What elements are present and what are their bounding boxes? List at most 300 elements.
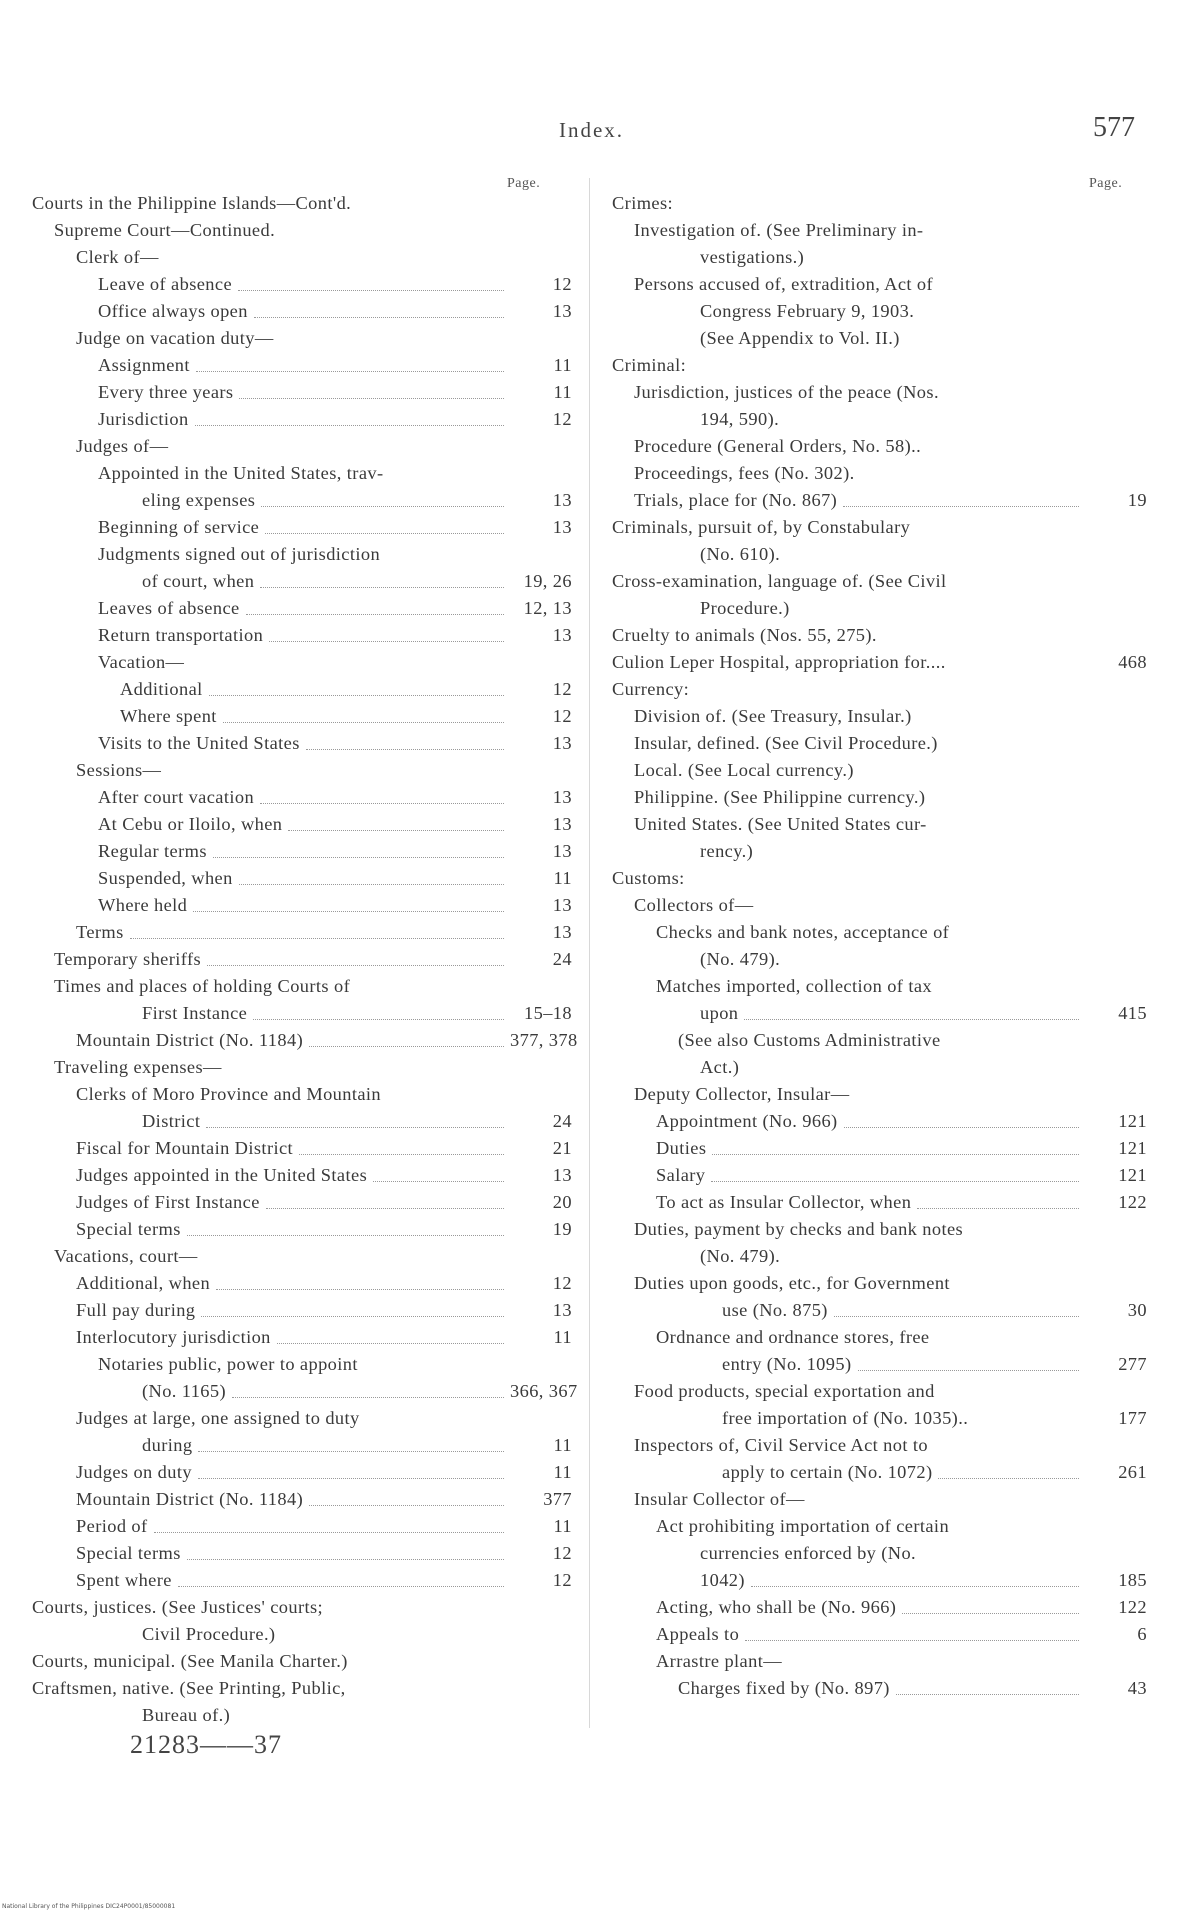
entry-text: Duties, payment by checks and bank notes bbox=[634, 1219, 964, 1239]
index-entry bbox=[32, 1648, 572, 1675]
index-entry bbox=[612, 1675, 1147, 1702]
index-entry bbox=[32, 1108, 572, 1135]
footer-note: National Library of the Philippines DIC24P0001/85000081 bbox=[2, 1903, 176, 1910]
index-entry bbox=[32, 1270, 572, 1297]
entry-text: Judges at large, one assigned to duty bbox=[76, 1408, 360, 1428]
dot-leader bbox=[902, 1613, 1079, 1614]
entry-page-ref: 24 bbox=[552, 949, 572, 969]
entry-text: Sessions— bbox=[76, 760, 162, 780]
entry-page-ref: 43 bbox=[1127, 1678, 1147, 1698]
entry-text: Duties bbox=[656, 1138, 707, 1158]
index-entry bbox=[32, 838, 572, 865]
entry-text: eling expenses bbox=[142, 490, 256, 510]
entry-page-ref: 13 bbox=[552, 301, 572, 321]
entry-text: Appointment (No. 966) bbox=[656, 1111, 838, 1131]
index-entry bbox=[32, 919, 572, 946]
dot-leader bbox=[309, 1046, 504, 1047]
index-entry bbox=[612, 757, 1147, 784]
index-entry bbox=[32, 973, 572, 1000]
entry-text: Temporary sheriffs bbox=[54, 949, 202, 969]
entry-page-ref: 13 bbox=[552, 1300, 572, 1320]
dot-leader bbox=[260, 587, 504, 588]
index-entry bbox=[32, 1162, 572, 1189]
index-entry bbox=[32, 784, 572, 811]
entry-text: Leaves of absence bbox=[98, 598, 240, 618]
dot-leader bbox=[288, 830, 504, 831]
dot-leader bbox=[858, 1370, 1080, 1371]
index-entry bbox=[32, 487, 572, 514]
index-entry bbox=[612, 622, 1147, 649]
entry-text: Civil Procedure.) bbox=[142, 1624, 276, 1644]
dot-leader bbox=[299, 1154, 504, 1155]
dot-leader bbox=[196, 371, 504, 372]
index-entry bbox=[32, 568, 572, 595]
entry-text: Bureau of.) bbox=[142, 1705, 231, 1725]
index-entry bbox=[612, 217, 1147, 244]
entry-text: Criminals, pursuit of, by Constabulary bbox=[612, 517, 911, 537]
entry-text: Times and places of holding Courts of bbox=[54, 976, 351, 996]
index-entry bbox=[32, 190, 572, 217]
entry-text: To act as Insular Collector, when bbox=[656, 1192, 912, 1212]
entry-text: Duties upon goods, etc., for Government bbox=[634, 1273, 950, 1293]
index-entry bbox=[612, 703, 1147, 730]
entry-text: Terms bbox=[76, 922, 124, 942]
dot-leader bbox=[193, 911, 504, 912]
index-entry bbox=[612, 649, 1147, 676]
index-entry bbox=[612, 1027, 1147, 1054]
entry-text: Interlocutory jurisdiction bbox=[76, 1327, 271, 1347]
entry-page-ref: 121 bbox=[1118, 1111, 1147, 1131]
index-entry bbox=[32, 811, 572, 838]
entry-text: Judges on duty bbox=[76, 1462, 192, 1482]
index-entry bbox=[612, 325, 1147, 352]
entry-page-ref: 12 bbox=[552, 1543, 572, 1563]
entry-text: Jurisdiction bbox=[98, 409, 189, 429]
entry-text: Cruelty to animals (Nos. 55, 275). bbox=[612, 625, 877, 645]
entry-text: Acting, who shall be (No. 966) bbox=[656, 1597, 897, 1617]
entry-text: Courts, municipal. (See Manila Charter.) bbox=[32, 1651, 348, 1671]
entry-page-ref: 121 bbox=[1118, 1165, 1147, 1185]
entry-text: Checks and bank notes, acceptance of bbox=[656, 922, 950, 942]
entry-text: Judges of— bbox=[76, 436, 169, 456]
entry-text: Clerk of— bbox=[76, 247, 159, 267]
entry-text: Local. (See Local currency.) bbox=[634, 760, 854, 780]
index-entry bbox=[32, 433, 572, 460]
index-entry bbox=[612, 1162, 1147, 1189]
index-entry bbox=[32, 298, 572, 325]
index-entry bbox=[612, 487, 1147, 514]
index-entry bbox=[32, 1135, 572, 1162]
index-entry bbox=[612, 1648, 1147, 1675]
entry-text: Inspectors of, Civil Service Act not to bbox=[634, 1435, 928, 1455]
dot-leader bbox=[207, 965, 504, 966]
index-entry bbox=[612, 1324, 1147, 1351]
entry-text: Special terms bbox=[76, 1543, 181, 1563]
index-entry bbox=[32, 892, 572, 919]
index-entry bbox=[32, 865, 572, 892]
entry-page-ref: 377, 378 bbox=[510, 1030, 578, 1050]
dot-leader bbox=[712, 1154, 1079, 1155]
running-title: Index. bbox=[558, 118, 625, 142]
dot-leader bbox=[201, 1316, 504, 1317]
dot-leader bbox=[195, 425, 504, 426]
entry-page-ref: 21 bbox=[552, 1138, 572, 1158]
entry-page-ref: 366, 367 bbox=[510, 1381, 578, 1401]
index-entry bbox=[612, 1216, 1147, 1243]
entry-page-ref: 30 bbox=[1127, 1300, 1147, 1320]
right-page-label: Page. bbox=[1089, 176, 1123, 191]
index-entry bbox=[32, 1216, 572, 1243]
index-entry bbox=[612, 568, 1147, 595]
entry-text: currencies enforced by (No. bbox=[700, 1543, 917, 1563]
index-entry bbox=[612, 1378, 1147, 1405]
entry-page-ref: 11 bbox=[553, 1327, 572, 1347]
entry-text: Leave of absence bbox=[98, 274, 233, 294]
entry-text: Crimes: bbox=[612, 193, 674, 213]
entry-text: Insular, defined. (See Civil Procedure.) bbox=[634, 733, 938, 753]
entry-text: United States. (See United States cur- bbox=[634, 814, 927, 834]
left-page-label: Page. bbox=[507, 176, 541, 191]
entry-text: during bbox=[142, 1435, 193, 1455]
dot-leader bbox=[744, 1019, 1079, 1020]
dot-leader bbox=[239, 884, 504, 885]
index-entry bbox=[612, 838, 1147, 865]
dot-leader bbox=[917, 1208, 1079, 1209]
dot-leader bbox=[223, 722, 504, 723]
entry-page-ref: 13 bbox=[552, 733, 572, 753]
entry-page-ref: 277 bbox=[1118, 1354, 1147, 1374]
entry-page-ref: 13 bbox=[552, 814, 572, 834]
entry-page-ref: 261 bbox=[1118, 1462, 1147, 1482]
entry-page-ref: 122 bbox=[1118, 1192, 1147, 1212]
entry-text: Act prohibiting importation of certain bbox=[656, 1516, 950, 1536]
dot-leader bbox=[187, 1235, 504, 1236]
index-entry bbox=[32, 1054, 572, 1081]
entry-text: Supreme Court—Continued. bbox=[54, 220, 276, 240]
entry-page-ref: 11 bbox=[553, 355, 572, 375]
index-entry bbox=[612, 1189, 1147, 1216]
entry-text: Craftsmen, native. (See Printing, Public, bbox=[32, 1678, 346, 1698]
index-entry bbox=[612, 1108, 1147, 1135]
dot-leader bbox=[178, 1586, 504, 1587]
entry-text: Traveling expenses— bbox=[54, 1057, 222, 1077]
entry-text: entry (No. 1095) bbox=[722, 1354, 852, 1374]
entry-text: Judge on vacation duty— bbox=[76, 328, 274, 348]
entry-page-ref: 13 bbox=[552, 922, 572, 942]
index-entry bbox=[612, 514, 1147, 541]
index-entry bbox=[32, 271, 572, 298]
index-entry bbox=[612, 433, 1147, 460]
left-entry-list bbox=[32, 190, 578, 1729]
index-entry bbox=[612, 1594, 1147, 1621]
dot-leader bbox=[198, 1451, 504, 1452]
index-entry bbox=[32, 1459, 572, 1486]
entry-text: (See also Customs Administrative bbox=[678, 1030, 941, 1050]
index-entry bbox=[612, 1540, 1147, 1567]
dot-leader bbox=[246, 614, 504, 615]
index-entry bbox=[612, 244, 1147, 271]
index-entry bbox=[612, 595, 1147, 622]
index-entry bbox=[32, 1675, 572, 1702]
index-entry bbox=[32, 1405, 572, 1432]
entry-text: Office always open bbox=[98, 301, 248, 321]
entry-page-ref: 11 bbox=[553, 868, 572, 888]
entry-page-ref: 11 bbox=[553, 1462, 572, 1482]
dot-leader bbox=[938, 1478, 1079, 1479]
dot-leader bbox=[232, 1397, 504, 1398]
entry-page-ref: 121 bbox=[1118, 1138, 1147, 1158]
index-entry bbox=[612, 352, 1147, 379]
entry-page-ref: 122 bbox=[1118, 1597, 1147, 1617]
entry-text: Customs: bbox=[612, 868, 685, 888]
entry-page-ref: 19 bbox=[552, 1219, 572, 1239]
index-entry bbox=[612, 892, 1147, 919]
entry-text: Congress February 9, 1903. bbox=[700, 301, 915, 321]
index-entry bbox=[612, 1513, 1147, 1540]
index-entry bbox=[612, 1351, 1147, 1378]
entry-text: use (No. 875) bbox=[722, 1300, 828, 1320]
entry-text: District bbox=[142, 1111, 201, 1131]
dot-leader bbox=[745, 1640, 1079, 1641]
entry-page-ref: 11 bbox=[553, 1516, 572, 1536]
entry-text: Fiscal for Mountain District bbox=[76, 1138, 294, 1158]
index-entry bbox=[32, 1567, 572, 1594]
entry-text: Appeals to bbox=[656, 1624, 740, 1644]
entry-text: Suspended, when bbox=[98, 868, 233, 888]
index-entry bbox=[612, 676, 1147, 703]
entry-page-ref: 24 bbox=[552, 1111, 572, 1131]
index-entry bbox=[612, 1621, 1147, 1648]
dot-leader bbox=[130, 938, 504, 939]
index-entry bbox=[612, 406, 1147, 433]
index-entry bbox=[32, 946, 572, 973]
index-entry bbox=[32, 676, 572, 703]
dot-leader bbox=[260, 803, 504, 804]
index-entry bbox=[32, 514, 572, 541]
entry-text: Beginning of service bbox=[98, 517, 260, 537]
entry-text: Currency: bbox=[612, 679, 690, 699]
dot-leader bbox=[238, 290, 504, 291]
entry-page-ref: 19 bbox=[1127, 490, 1147, 510]
index-entry bbox=[32, 1486, 572, 1513]
entry-text: Mountain District (No. 1184) bbox=[76, 1489, 304, 1509]
entry-text: Judgments signed out of jurisdiction bbox=[98, 544, 381, 564]
index-entry bbox=[32, 1621, 572, 1648]
entry-text: Vacation— bbox=[98, 652, 185, 672]
entry-page-ref: 11 bbox=[553, 382, 572, 402]
index-entry bbox=[612, 1405, 1147, 1432]
index-entry bbox=[32, 1702, 572, 1729]
dot-leader bbox=[261, 506, 504, 507]
entry-text: Persons accused of, extradition, Act of bbox=[634, 274, 934, 294]
index-entry bbox=[32, 1081, 572, 1108]
entry-page-ref: 12 bbox=[552, 706, 572, 726]
dot-leader bbox=[844, 1127, 1079, 1128]
dot-leader bbox=[198, 1478, 504, 1479]
index-entry bbox=[32, 325, 572, 352]
dot-leader bbox=[154, 1532, 504, 1533]
entry-text: Clerks of Moro Province and Mountain bbox=[76, 1084, 382, 1104]
entry-text: Jurisdiction, justices of the peace (Nos. bbox=[634, 382, 939, 402]
dot-leader bbox=[269, 641, 504, 642]
entry-page-ref: 177 bbox=[1118, 1408, 1147, 1428]
index-entry bbox=[612, 1081, 1147, 1108]
entry-text: Insular Collector of— bbox=[634, 1489, 805, 1509]
index-entry bbox=[612, 919, 1147, 946]
entry-text: Where spent bbox=[120, 706, 217, 726]
index-entry bbox=[612, 1486, 1147, 1513]
index-entry bbox=[32, 757, 572, 784]
column-divider bbox=[589, 178, 590, 1728]
entry-text: Every three years bbox=[98, 382, 234, 402]
dot-leader bbox=[834, 1316, 1079, 1317]
entry-page-ref: 15–18 bbox=[524, 1003, 572, 1023]
entry-text: Return transportation bbox=[98, 625, 264, 645]
dot-leader bbox=[187, 1559, 504, 1560]
index-entry bbox=[612, 298, 1147, 325]
index-entry bbox=[32, 1189, 572, 1216]
entry-text: Mountain District (No. 1184) bbox=[76, 1030, 304, 1050]
entry-page-ref: 20 bbox=[552, 1192, 572, 1212]
entry-text: After court vacation bbox=[98, 787, 255, 807]
entry-text: Regular terms bbox=[98, 841, 207, 861]
entry-text: Visits to the United States bbox=[98, 733, 300, 753]
index-entry bbox=[32, 1378, 578, 1405]
entry-text: rency.) bbox=[700, 841, 754, 861]
index-entry bbox=[32, 1513, 572, 1540]
page-number: 577 bbox=[1093, 112, 1135, 143]
dot-leader bbox=[711, 1181, 1079, 1182]
entry-text: Philippine. (See Philippine currency.) bbox=[634, 787, 926, 807]
index-entry bbox=[32, 406, 572, 433]
index-entry bbox=[32, 541, 572, 568]
dot-leader bbox=[206, 1127, 504, 1128]
entry-text: Criminal: bbox=[612, 355, 687, 375]
index-entry bbox=[32, 1540, 572, 1567]
entry-text: Ordnance and ordnance stores, free bbox=[656, 1327, 930, 1347]
entry-page-ref: 13 bbox=[552, 490, 572, 510]
entry-text: Procedure.) bbox=[700, 598, 790, 618]
index-entry bbox=[612, 190, 1147, 217]
index-entry bbox=[32, 379, 572, 406]
entry-text: Investigation of. (See Preliminary in- bbox=[634, 220, 924, 240]
index-entry bbox=[612, 460, 1147, 487]
index-entry bbox=[32, 460, 572, 487]
index-entry bbox=[612, 1297, 1147, 1324]
index-entry bbox=[612, 1000, 1147, 1027]
entry-page-ref: 13 bbox=[552, 841, 572, 861]
dot-leader bbox=[213, 857, 504, 858]
index-entry bbox=[32, 1027, 578, 1054]
dot-leader bbox=[306, 749, 504, 750]
index-entry bbox=[32, 703, 572, 730]
entry-page-ref: 12 bbox=[552, 679, 572, 699]
entry-text: Matches imported, collection of tax bbox=[656, 976, 932, 996]
right-entry-list bbox=[612, 190, 1147, 1702]
dot-leader bbox=[239, 398, 504, 399]
entry-text: Where held bbox=[98, 895, 188, 915]
entry-text: Notaries public, power to appoint bbox=[98, 1354, 358, 1374]
index-entry bbox=[612, 1459, 1147, 1486]
dot-leader bbox=[309, 1505, 504, 1506]
index-entry bbox=[32, 244, 572, 271]
entry-text: (See Appendix to Vol. II.) bbox=[700, 328, 900, 348]
entry-page-ref: 13 bbox=[552, 1165, 572, 1185]
entry-text: Proceedings, fees (No. 302). bbox=[634, 463, 855, 483]
dot-leader bbox=[254, 317, 504, 318]
entry-page-ref: 13 bbox=[552, 787, 572, 807]
entry-text: Courts, justices. (See Justices' courts; bbox=[32, 1597, 324, 1617]
entry-text: vestigations.) bbox=[700, 247, 805, 267]
entry-text: Judges of First Instance bbox=[76, 1192, 260, 1212]
entry-page-ref: 12, 13 bbox=[523, 598, 572, 618]
entry-page-ref: 13 bbox=[552, 517, 572, 537]
entry-text: Additional, when bbox=[76, 1273, 211, 1293]
signature-mark: 21283——37 bbox=[130, 1730, 282, 1759]
index-entry bbox=[32, 649, 572, 676]
entry-text: Salary bbox=[656, 1165, 706, 1185]
index-entry bbox=[612, 865, 1147, 892]
index-entry bbox=[612, 1243, 1147, 1270]
entry-text: First Instance bbox=[142, 1003, 248, 1023]
dot-leader bbox=[216, 1289, 504, 1290]
dot-leader bbox=[253, 1019, 504, 1020]
entry-text: (No. 610). bbox=[700, 544, 781, 564]
dot-leader bbox=[265, 533, 504, 534]
entry-page-ref: 12 bbox=[552, 409, 572, 429]
index-entry bbox=[32, 1297, 572, 1324]
entry-page-ref: 185 bbox=[1118, 1570, 1147, 1590]
entry-page-ref: 12 bbox=[552, 1273, 572, 1293]
index-entry bbox=[612, 541, 1147, 568]
index-entry bbox=[612, 271, 1147, 298]
entry-text: Division of. (See Treasury, Insular.) bbox=[634, 706, 912, 726]
entry-text: apply to certain (No. 1072) bbox=[722, 1462, 933, 1482]
index-entry bbox=[32, 1000, 572, 1027]
entry-text: Cross-examination, language of. (See Civil bbox=[612, 571, 947, 591]
entry-text: free importation of (No. 1035).. bbox=[722, 1408, 969, 1428]
entry-text: Assignment bbox=[98, 355, 190, 375]
index-entry bbox=[612, 1567, 1147, 1594]
entry-page-ref: 6 bbox=[1137, 1624, 1147, 1644]
entry-text: Culion Leper Hospital, appropriation for.... bbox=[612, 652, 946, 672]
entry-text: Charges fixed by (No. 897) bbox=[678, 1678, 890, 1698]
index-entry bbox=[612, 784, 1147, 811]
index-entry bbox=[612, 1270, 1147, 1297]
entry-text: Courts in the Philippine Islands—Cont'd. bbox=[32, 193, 352, 213]
entry-page-ref: 468 bbox=[1118, 652, 1147, 672]
index-entry bbox=[612, 379, 1147, 406]
entry-page-ref: 12 bbox=[552, 274, 572, 294]
index-entry bbox=[612, 946, 1147, 973]
index-entry bbox=[32, 217, 572, 244]
index-entry bbox=[32, 595, 572, 622]
entry-text: 194, 590). bbox=[700, 409, 780, 429]
index-entry bbox=[612, 973, 1147, 1000]
entry-page-ref: 377 bbox=[543, 1489, 572, 1509]
entry-text: Spent where bbox=[76, 1570, 172, 1590]
dot-leader bbox=[373, 1181, 504, 1182]
index-entry bbox=[32, 352, 572, 379]
entry-page-ref: 13 bbox=[552, 625, 572, 645]
index-entry bbox=[32, 622, 572, 649]
entry-page-ref: 415 bbox=[1118, 1003, 1147, 1023]
index-entry bbox=[32, 1324, 572, 1351]
dot-leader bbox=[843, 506, 1079, 507]
entry-page-ref: 13 bbox=[552, 895, 572, 915]
entry-text: Procedure (General Orders, No. 58).. bbox=[634, 436, 922, 456]
entry-text: Full pay during bbox=[76, 1300, 196, 1320]
